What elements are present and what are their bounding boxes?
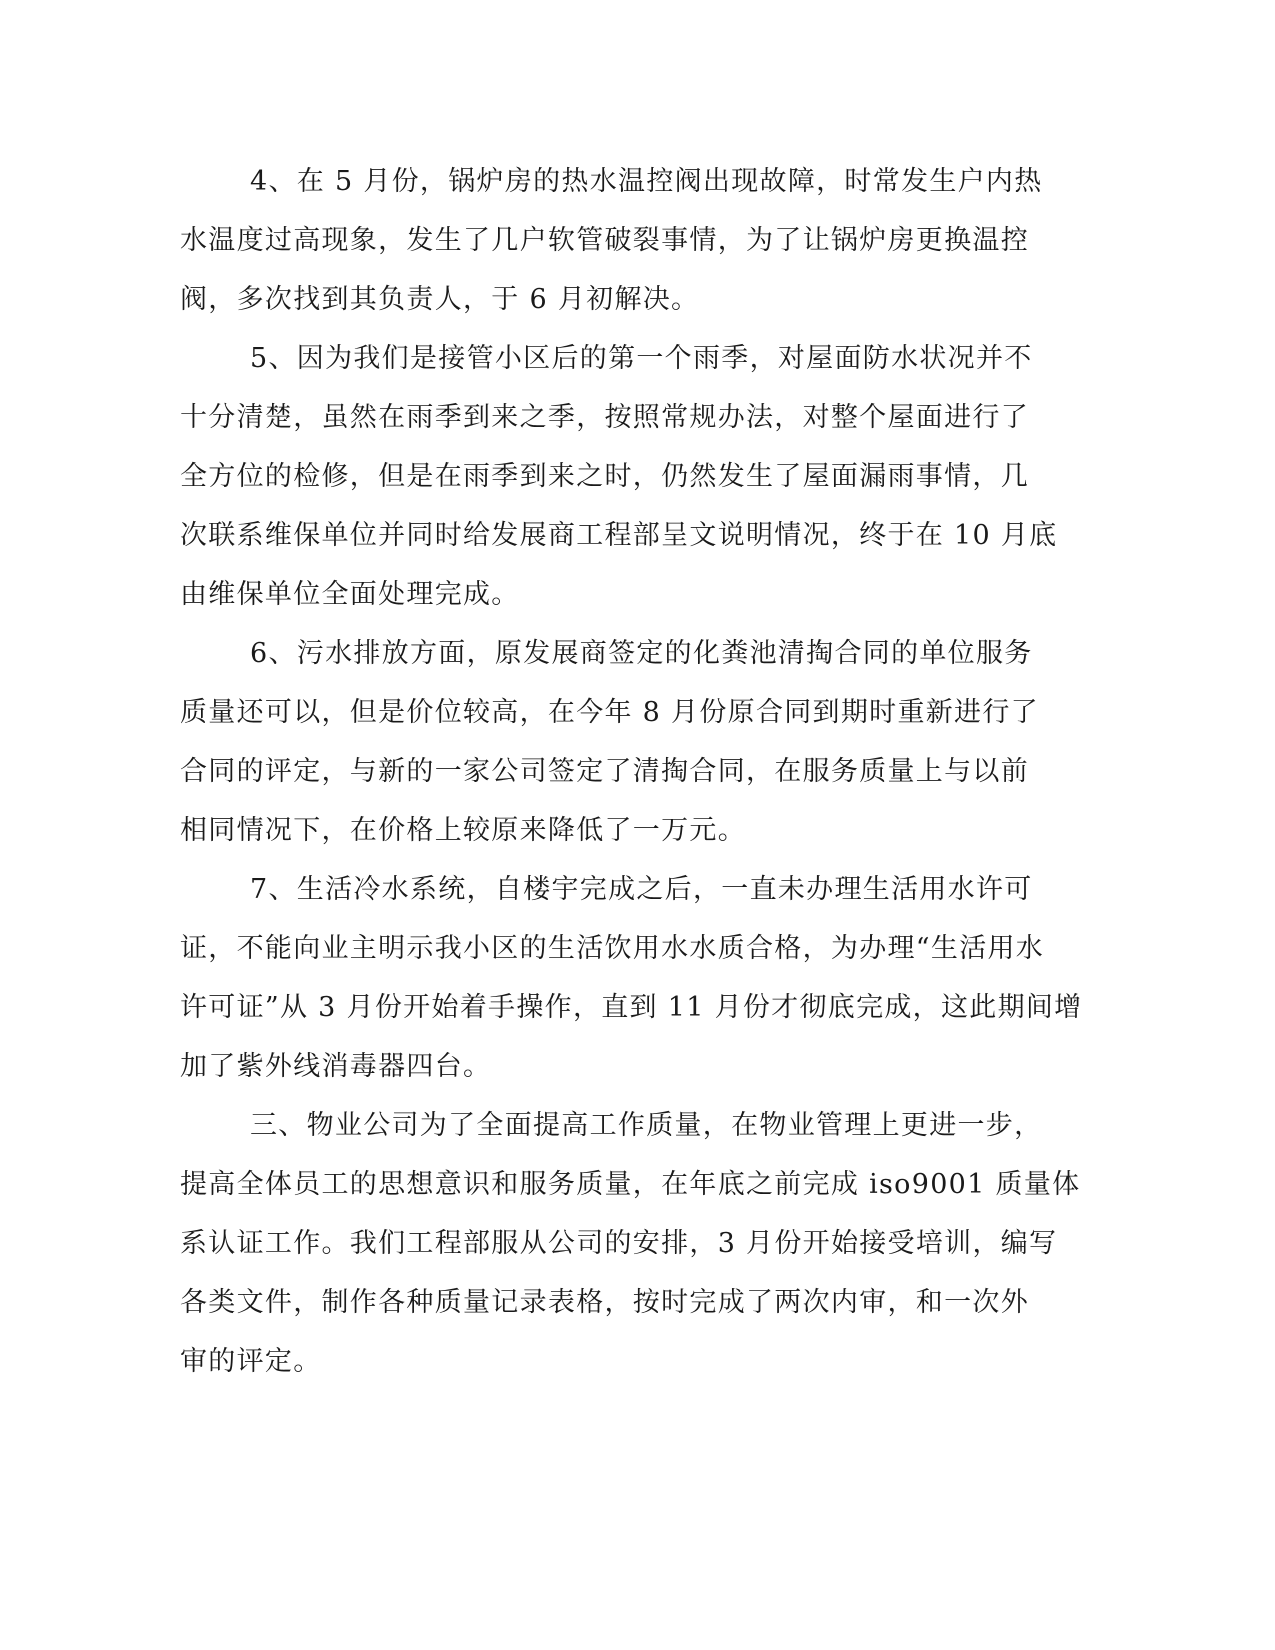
text-line: 7、生活冷水系统，自楼宇完成之后，一直未办理生活用水许可 [250, 874, 1033, 905]
text-line: 加了紫外线消毒器四台。 [180, 1051, 492, 1082]
text-line: 质量还可以，但是价位较高，在今年 8 月份原合同到期时重新进行了 [180, 697, 1039, 728]
paragraph-iso9001 [180, 1096, 1081, 1391]
paragraph-boiler-valve [180, 152, 1043, 329]
text-line: 审的评定。 [180, 1346, 322, 1377]
text-line: 水温度过高现象，发生了几户软管破裂事情，为了让锅炉房更换温控 [180, 225, 1029, 256]
text-line: 合同的评定，与新的一家公司签定了清掏合同，在服务质量上与以前 [180, 756, 1029, 787]
text-line: 4、在 5 月份，锅炉房的热水温控阀出现故障，时常发生户内热 [250, 166, 1043, 197]
text-line: 全方位的检修，但是在雨季到来之时，仍然发生了屋面漏雨事情，几 [180, 461, 1029, 492]
text-line: 阀，多次找到其负责人，于 6 月初解决。 [180, 284, 700, 315]
paragraph-roof-waterproofing [180, 329, 1058, 624]
text-line: 相同情况下，在价格上较原来降低了一万元。 [180, 815, 746, 846]
text-line: 证，不能向业主明示我小区的生活饮用水水质合格，为办理“生活用水 [180, 933, 1045, 964]
text-line: 许可证”从 3 月份开始着手操作，直到 11 月份才彻底完成，这此期间增 [180, 992, 1083, 1023]
text-line: 十分清楚，虽然在雨季到来之季，按照常规办法，对整个屋面进行了 [180, 402, 1029, 433]
text-line: 各类文件，制作各种质量记录表格，按时完成了两次内审，和一次外 [180, 1287, 1029, 1318]
text-line: 系认证工作。我们工程部服从公司的安排，3 月份开始接受培训，编写 [180, 1228, 1058, 1259]
text-line: 6、污水排放方面，原发展商签定的化粪池清掏合同的单位服务 [250, 638, 1033, 669]
text-line: 由维保单位全面处理完成。 [180, 579, 520, 610]
document-body [180, 152, 1083, 1391]
paragraph-sewage [180, 624, 1040, 860]
text-line: 5、因为我们是接管小区后的第一个雨季，对屋面防水状况并不 [250, 343, 1033, 374]
paragraph-cold-water [180, 860, 1083, 1096]
text-line: 三、物业公司为了全面提高工作质量，在物业管理上更进一步， [250, 1110, 1043, 1141]
text-line: 提高全体员工的思想意识和服务质量，在年底之前完成 iso9001 质量体 [180, 1169, 1081, 1200]
text-line: 次联系维保单位并同时给发展商工程部呈文说明情况，终于在 10 月底 [180, 520, 1058, 551]
